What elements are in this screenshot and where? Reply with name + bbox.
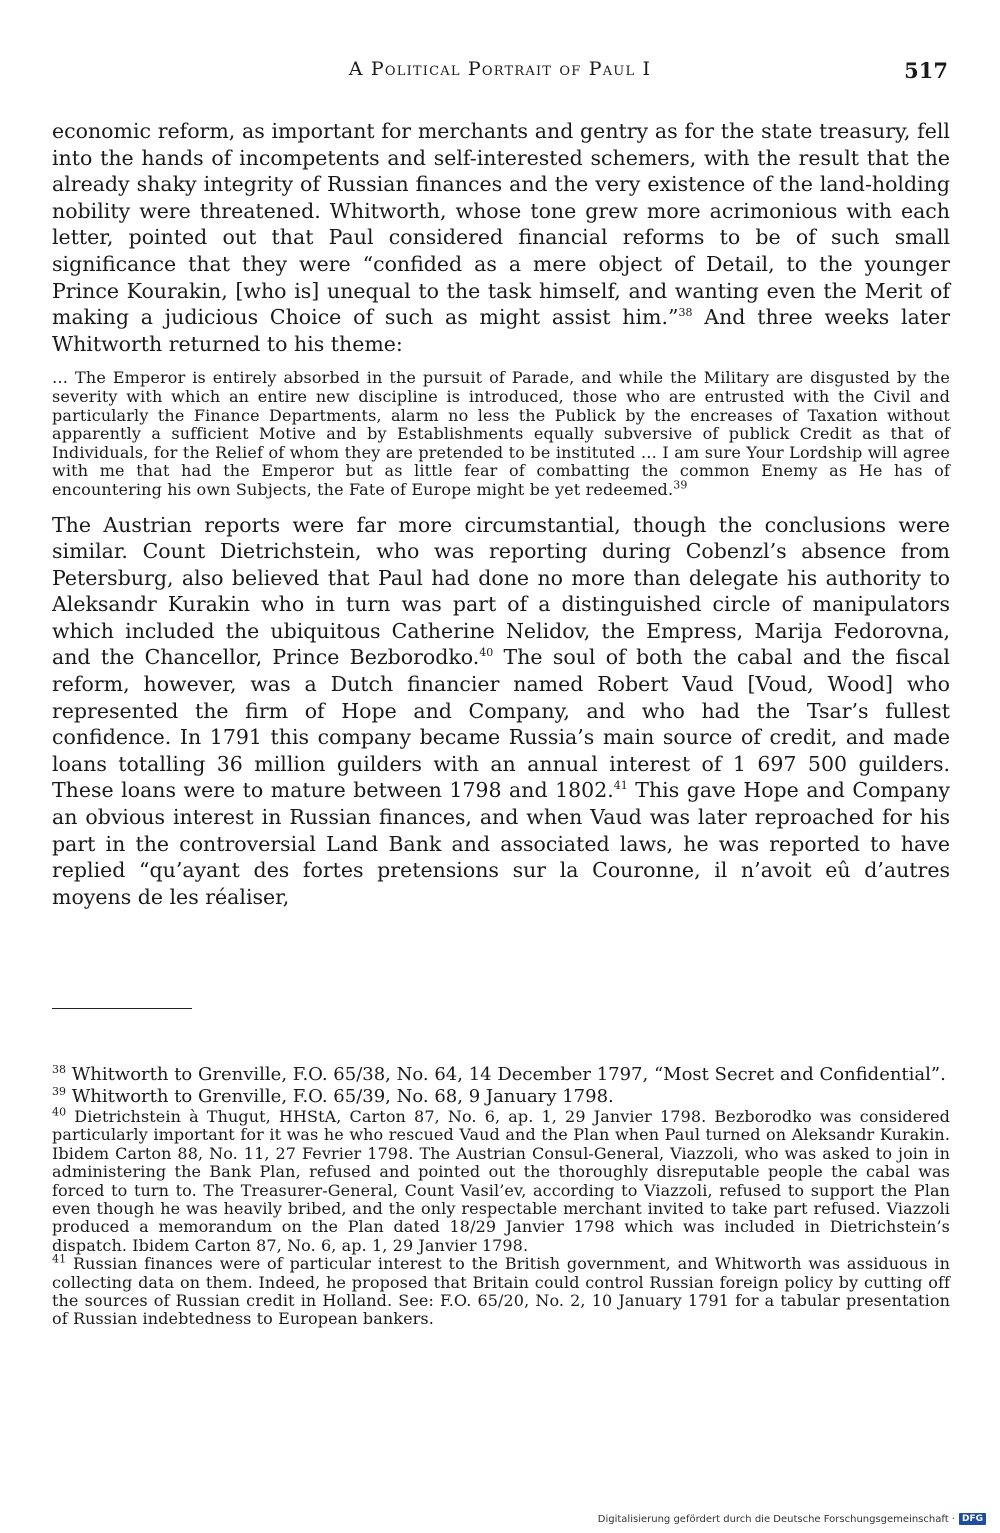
paragraph-1-text: economic reform, as important for merchants and gentry as for the state treasury, fell into the hands of incompetents and self-interested schemers, with the result that the already shaky integrity of Russian finances and the very existence of the land-holding nobility were threatened. Whitworth, whose tone grew more acrimonious with each letter, pointed out that Paul considered financial reforms to be of such small significance that they were “confided as a mere object of Detail, to the younger Prince Kourakin, [who is] unequal to the task himself, and wanting even the Merit of making a judicious Choice of such as might assist him.” xyxy=(52,119,950,330)
paragraph-1-tail: And three weeks later Whitworth returned to his theme: xyxy=(52,305,950,356)
footnote-ref-38: 38 xyxy=(678,306,693,320)
footnote-ref-41: 41 xyxy=(613,779,628,793)
footnote-text: Dietrichstein à Thugut, HHStA, Carton 87, No. 6, ap. 1, 29 Janvier 1798. Bezborodko was considered particularly important for it was he who rescued Vaud and the Plan when Paul turned on Aleksandr Kurakin. Ibidem Carton 88, No. 11, 27 Fevrier 1798. The Austrian Consul-General, Viazzoli, who was asked to join in administering the Bank Plan, refused and pointed out the thoroughly disreputable people the cabal was forced to turn to. The Treasurer-General, Count Vasil’ev, according to Viazzoli, refused to support the Plan even though he was heavily bribed, and the only respectable merchant invited to take part refused. Viazzoli produced a memorandum on the Plan dated 18/29 Janvier 1798 which was included in Dietrichstein’s dispatch. Ibidem Carton 87, No. 6, ap. 1, 29 Janvier 1798. xyxy=(52,1107,950,1255)
block-quote xyxy=(52,369,950,499)
block-quote-text: … The Emperor is entirely absorbed in the pursuit of Parade, and while the Military are disgusted by the severity with which an entire new discipline is introduced, those who are entrusted with the Civil and particularly the Finance Departments, alarm no less the Publick by the encreases of Taxation without apparently a sufficient Motive and by Establishments equally subversive of publick Credit as that of Individuals, for the Relief of whom they are pretended to be instituted … I am sure Your Lordship will agree with me that had the Emperor but as little fear of combatting the common Enemy as He has of encountering his own Subjects, the Fate of Europe might be yet redeemed. xyxy=(52,368,950,499)
footnote-separator xyxy=(52,1008,192,1009)
footnote-number: 38 xyxy=(52,1063,66,1076)
digitization-credit-text: Digitalisierung gefördert durch die Deutsche Forschungsgemeinschaft · xyxy=(597,1513,955,1525)
footnote-text: Whitworth to Grenville, F.O. 65/39, No. 68, 9 January 1798. xyxy=(66,1086,614,1107)
footnote-text: Russian finances were of particular interest to the British government, and Whitworth was assiduous in collecting data on them. Indeed, he proposed that Britain could control Russian foreign policy by cutting off the sources of Russian credit in Holland. See: F.O. 65/20, No. 2, 10 January 1791 for a tabular presentation of Russian indebtedness to European bankers. xyxy=(52,1254,950,1329)
footnote-number: 39 xyxy=(52,1085,66,1098)
paragraph-2-part-2: The soul of both the cabal and the fiscal reform, however, was a Dutch financier named Robert Vaud [Voud, Wood] who represented the firm of Hope and Company, and who had the Tsar’s fullest confidence. In 1791 this company became Russia’s main source of credit, and made loans totalling 36 million guilders with an annual interest of 1 697 500 guilders. These loans were to mature between 1798 and 1802. xyxy=(52,645,950,803)
dfg-logo: DFG xyxy=(959,1513,986,1525)
page-header xyxy=(52,58,948,90)
footnote-39 xyxy=(52,1086,950,1108)
paragraph-2 xyxy=(52,512,950,911)
paragraph-1 xyxy=(52,118,950,357)
footnotes xyxy=(52,1064,950,1329)
main-text xyxy=(52,118,950,910)
running-title: A Political Portrait of Paul I xyxy=(348,58,652,80)
paragraph-2-part-3: This gave Hope and Company an obvious interest in Russian finances, and when Vaud was later reproached for his part in the controversial Land Bank and associated laws, he was reported to have replied “qu’ayant des fortes pretensions sur la Couronne, il n’avoit eû d’autres moyens de les réaliser, xyxy=(52,778,950,909)
footnote-ref-39: 39 xyxy=(673,478,688,492)
footnote-38 xyxy=(52,1064,950,1086)
footnote-number: 40 xyxy=(52,1105,67,1119)
footnote-41 xyxy=(52,1252,950,1329)
digitization-credit xyxy=(598,1513,986,1525)
paragraph-2-part-1: The Austrian reports were far more circumstantial, though the conclusions were similar. Count Dietrichstein, who was reporting during Cobenzl’s absence from Petersburg, also believed that Paul had done no more than delegate his authority to Aleksandr Kurakin who in turn was part of a distinguished circle of manipulators which included the ubiquitous Catherine Nelidov, the Empress, Marija Fedorovna, and the Chancellor, Prince Bezborodko. xyxy=(52,512,950,670)
footnote-ref-40: 40 xyxy=(479,646,494,660)
footnote-number: 41 xyxy=(52,1252,67,1266)
page-number: 517 xyxy=(904,58,948,83)
footnote-40 xyxy=(52,1105,950,1255)
footnote-text: Whitworth to Grenville, F.O. 65/38, No. 64, 14 December 1797, “Most Secret and Confidential”. xyxy=(66,1064,946,1085)
